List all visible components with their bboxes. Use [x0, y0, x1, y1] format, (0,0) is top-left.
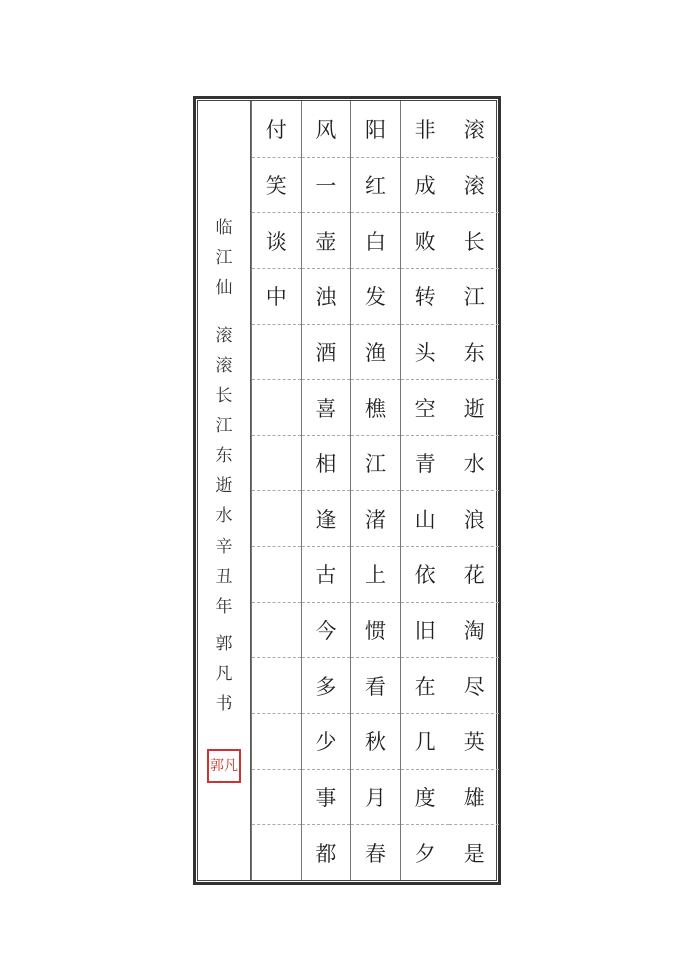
inscription-char: 辛 — [215, 537, 233, 557]
grid-cell: 尽 — [449, 657, 499, 713]
grid-cell — [252, 769, 301, 825]
grid-cell — [252, 490, 301, 546]
grid-cell: 空 — [401, 379, 450, 435]
grid-column — [350, 101, 400, 880]
grid-cell: 头 — [401, 324, 450, 380]
inscription-char: 凡 — [215, 664, 233, 684]
grid-cell — [252, 824, 301, 880]
grid-cell: 今 — [302, 602, 351, 658]
grid-cell — [252, 657, 301, 713]
grid-cell: 春 — [351, 824, 400, 880]
grid-cell: 长 — [449, 212, 499, 268]
grid-column — [400, 101, 450, 880]
grid-cell: 浊 — [302, 268, 351, 324]
inscription-char: 滚 — [215, 356, 233, 376]
grid-cell: 旧 — [401, 602, 450, 658]
grid-cell: 败 — [401, 212, 450, 268]
grid-cell: 笑 — [252, 157, 301, 213]
grid-cell: 中 — [252, 268, 301, 324]
grid-cell: 江 — [449, 268, 499, 324]
inscription-char: 东 — [215, 446, 233, 466]
grid-cell: 壶 — [302, 212, 351, 268]
grid-cell: 看 — [351, 657, 400, 713]
grid-cell: 酒 — [302, 324, 351, 380]
grid-cell: 都 — [302, 824, 351, 880]
grid-cell: 依 — [401, 546, 450, 602]
grid-cell: 古 — [302, 546, 351, 602]
grid-cell — [252, 324, 301, 380]
grid-cell — [252, 546, 301, 602]
grid-cell: 秋 — [351, 713, 400, 769]
inscription-char: 郭 — [215, 634, 233, 654]
inscription-char: 水 — [215, 506, 233, 526]
grid-cell — [252, 435, 301, 491]
inscription-column — [198, 101, 250, 880]
grid-cell: 在 — [401, 657, 450, 713]
grid-cell: 月 — [351, 769, 400, 825]
grid-cell: 滚 — [463, 117, 485, 142]
grid-cell: 水 — [449, 435, 499, 491]
grid-cell: 发 — [351, 268, 400, 324]
grid-cell: 几 — [401, 713, 450, 769]
grid-cell: 阳 — [364, 117, 386, 142]
inscription-char: 临 — [215, 218, 233, 238]
grid-cell: 渔 — [351, 324, 400, 380]
inscription-char: 滚 — [215, 326, 233, 346]
inscription-char: 年 — [215, 597, 233, 617]
writing-grid — [250, 101, 499, 880]
grid-cell: 渚 — [351, 490, 400, 546]
inscription-char: 书 — [215, 694, 233, 714]
grid-column — [251, 101, 301, 880]
grid-cell: 夕 — [401, 824, 450, 880]
grid-cell: 白 — [351, 212, 400, 268]
grid-cell: 青 — [401, 435, 450, 491]
grid-cell: 风 — [315, 117, 337, 142]
grid-cell: 度 — [401, 769, 450, 825]
inscription-char: 仙 — [215, 278, 233, 298]
grid-cell: 雄 — [449, 769, 499, 825]
grid-cell: 喜 — [302, 379, 351, 435]
inner-border — [197, 100, 497, 881]
grid-cell: 相 — [302, 435, 351, 491]
grid-cell: 事 — [302, 769, 351, 825]
inscription-char: 长 — [215, 386, 233, 406]
grid-cell: 滚 — [449, 157, 499, 213]
calligraphy-sheet — [193, 96, 501, 885]
grid-cell: 上 — [351, 546, 400, 602]
grid-cell: 转 — [401, 268, 450, 324]
grid-cell: 非 — [414, 117, 436, 142]
inscription-char: 逝 — [215, 476, 233, 496]
inscription-char: 江 — [215, 248, 233, 268]
grid-cell: 少 — [302, 713, 351, 769]
grid-cell: 惯 — [351, 602, 400, 658]
grid-cell: 樵 — [351, 379, 400, 435]
grid-cell: 淘 — [449, 602, 499, 658]
grid-cell: 付 — [265, 117, 287, 142]
grid-cell: 江 — [351, 435, 400, 491]
grid-cell — [252, 379, 301, 435]
grid-cell: 东 — [449, 324, 499, 380]
grid-column — [449, 101, 499, 880]
grid-cell: 英 — [449, 713, 499, 769]
grid-column — [301, 101, 351, 880]
grid-cell: 红 — [351, 157, 400, 213]
grid-cell: 逢 — [302, 490, 351, 546]
inscription-char: 江 — [215, 416, 233, 436]
grid-cell: 花 — [449, 546, 499, 602]
grid-cell: 浪 — [449, 490, 499, 546]
grid-cell: 是 — [449, 824, 499, 880]
grid-cell: 逝 — [449, 379, 499, 435]
grid-cell — [252, 713, 301, 769]
grid-cell: 山 — [401, 490, 450, 546]
grid-cell — [252, 602, 301, 658]
grid-cell: 一 — [302, 157, 351, 213]
grid-cell: 谈 — [252, 212, 301, 268]
inscription-char: 丑 — [215, 567, 233, 587]
grid-cell: 多 — [302, 657, 351, 713]
red-seal-stamp: 郭凡 — [207, 749, 241, 783]
grid-cell: 成 — [401, 157, 450, 213]
